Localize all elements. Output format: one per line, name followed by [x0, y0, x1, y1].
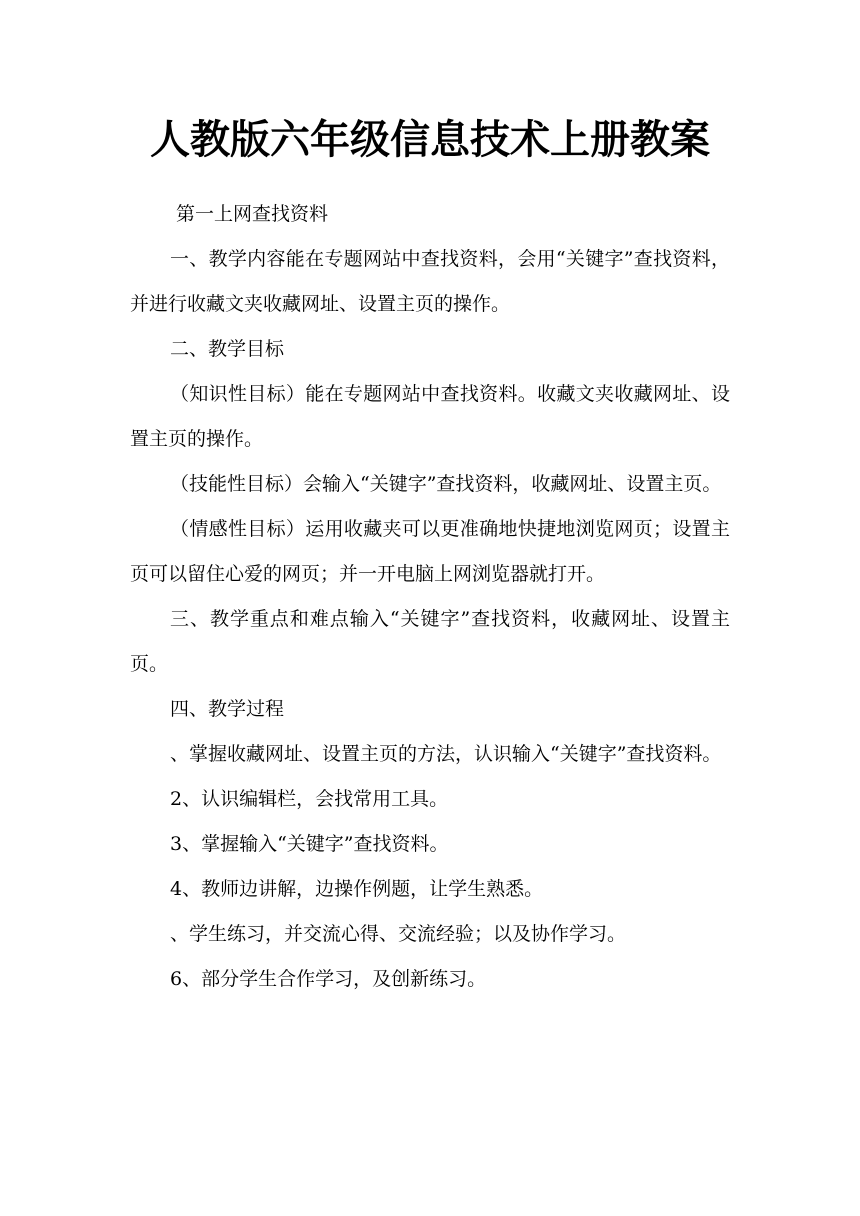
paragraph-teaching-content: 一、教学内容能在专题网站中查找资料，会用“关键字”查找资料，并进行收藏文夹收藏网址、设置主页的操作。 — [130, 248, 730, 315]
document-title: 人教版六年级信息技术上册教案 — [150, 117, 710, 163]
paragraph-process-step-3: 3、掌握输入“关键字”查找资料。 — [170, 833, 449, 855]
paragraph-skill-goal: （技能性目标）会输入“关键字”查找资料，收藏网址、设置主页。 — [170, 473, 722, 495]
section-heading: 第一上网查找资料 — [176, 203, 329, 225]
paragraph-process-step-1: 、掌握收藏网址、设置主页的方法，认识输入“关键字”查找资料。 — [170, 743, 722, 765]
paragraph-emotional-goal: （情感性目标）运用收藏夹可以更准确地快捷地浏览网页；设置主页可以留住心爱的网页；并一开电脑上网浏览器就打开。 — [130, 518, 730, 585]
paragraph-knowledge-goal: （知识性目标）能在专题网站中查找资料。收藏文夹收藏网址、设置主页的操作。 — [130, 383, 730, 450]
paragraph-process-step-4: 4、教师边讲解，边操作例题，让学生熟悉。 — [170, 878, 544, 900]
paragraph-process-step-5: 、学生练习，并交流心得、交流经验；以及协作学习。 — [170, 923, 627, 945]
paragraph-teaching-goals-heading: 二、教学目标 — [170, 338, 285, 360]
paragraph-process-heading: 四、教学过程 — [170, 698, 285, 720]
paragraph-process-step-6: 6、部分学生合作学习，及创新练习。 — [170, 968, 487, 990]
document-body — [130, 192, 730, 1002]
paragraph-process-step-2: 2、认识编辑栏，会找常用工具。 — [170, 788, 449, 810]
paragraph-key-points: 三、教学重点和难点输入“关键字”查找资料，收藏网址、设置主页。 — [130, 608, 730, 675]
